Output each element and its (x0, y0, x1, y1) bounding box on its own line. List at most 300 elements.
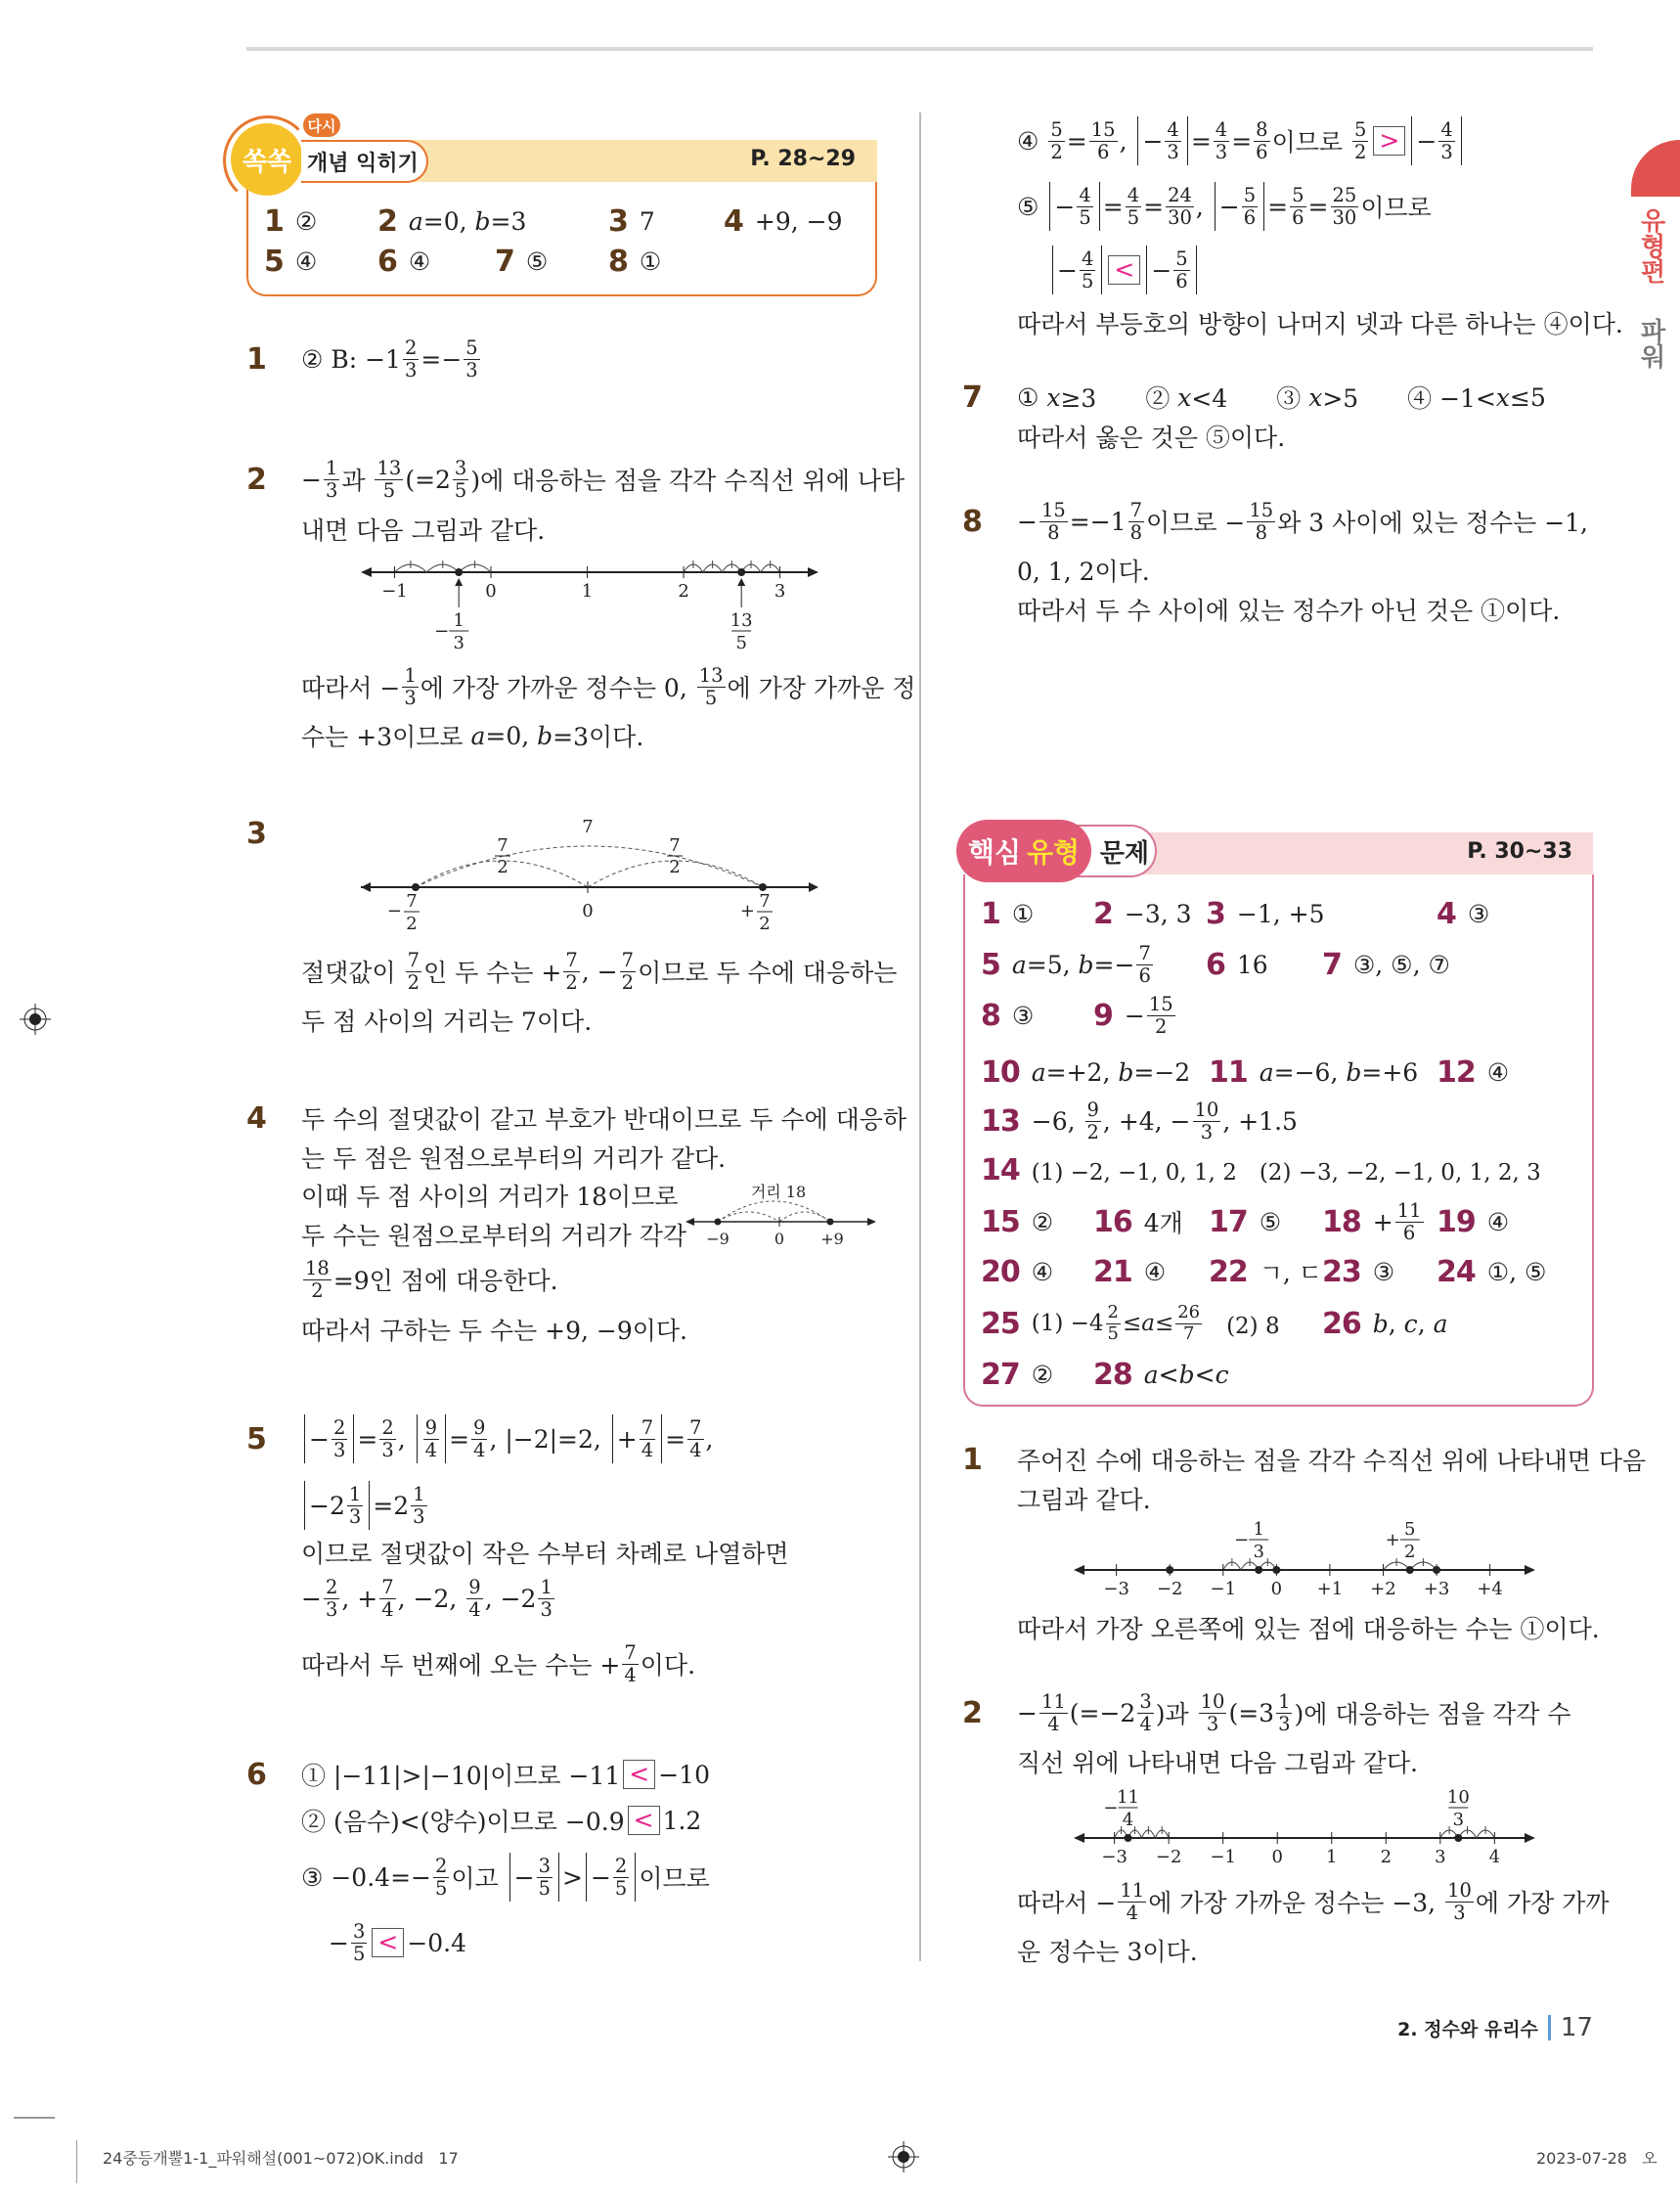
answer-item (1322, 942, 1450, 987)
fraction (537, 1856, 553, 1900)
tick-label: 0 (485, 581, 497, 602)
text-run: , +4, − (1102, 1106, 1191, 1136)
fraction (464, 337, 479, 381)
text-run: ③, ⑤, ⑦ (1352, 950, 1450, 979)
half-label-num: 7 (497, 835, 508, 856)
text-run: + (1372, 1207, 1393, 1236)
fraction (563, 950, 579, 994)
tick-label: +2 (1370, 1579, 1396, 1599)
denominator: 3 (325, 1597, 338, 1621)
denominator: 3 (540, 1597, 553, 1621)
text-run: = (1066, 126, 1087, 156)
numerator: 7 (407, 948, 420, 971)
denominator: 3 (413, 1504, 425, 1528)
numerator: 4 (1081, 246, 1094, 270)
text-run: 이므로 − (1146, 509, 1246, 537)
text-run: (1) −2, −1, 0, 1, 2 (2) −3, −2, −1, 0, 1, 2, 3 (1031, 1159, 1541, 1186)
text-run: =−6, (1273, 1057, 1347, 1087)
fraction (347, 1484, 363, 1528)
solution-line (1017, 1690, 1571, 1735)
text-run: 두 수는 원점으로부터의 거리가 각각 (301, 1222, 687, 1250)
solution-line (1017, 499, 1588, 544)
denominator: 4 (473, 1438, 486, 1461)
text-run: , + (341, 1584, 378, 1613)
denominator: 3 (1278, 1712, 1291, 1735)
chapter-title: 2. 정수와 유리수 (1397, 2018, 1538, 2040)
answer-number: 6 (377, 244, 397, 279)
fraction (1242, 185, 1258, 229)
variable: b (1372, 1309, 1389, 1338)
answer-number: 24 (1437, 1254, 1476, 1289)
fraction (453, 458, 468, 502)
text-run: 이므로 (1271, 128, 1350, 157)
numerator: 1 (540, 1575, 553, 1598)
text-run: 따라서 구하는 두 수는 +9, −9이다. (301, 1317, 687, 1345)
fraction (1331, 185, 1359, 229)
axis-arrow-right (809, 882, 818, 892)
denominator: 6 (1096, 140, 1110, 163)
text-run: − (329, 1928, 349, 1957)
answer-number: 4 (724, 203, 743, 239)
answer-number: 19 (1437, 1204, 1476, 1239)
answer-item (1322, 1249, 1394, 1294)
text-run: = (449, 1424, 470, 1454)
text-run: ③ (1011, 1001, 1035, 1030)
text-run: =− (1093, 950, 1135, 979)
denominator: 3 (325, 478, 338, 502)
numerator: 5 (1175, 246, 1188, 270)
text-run: − (1124, 1001, 1145, 1030)
numerator: 4 (1215, 117, 1228, 141)
denominator: 8 (1255, 520, 1267, 544)
variable: c (1403, 1309, 1418, 1338)
solution-line (301, 1307, 687, 1352)
answer-item (1322, 1301, 1448, 1346)
text-run: 따라서 옳은 것은 ⑤이다. (1017, 424, 1286, 452)
absolute-value (1215, 182, 1264, 231)
answer-item (1093, 1352, 1229, 1397)
text-run: ① (1011, 899, 1035, 928)
text-run: = (1190, 126, 1212, 156)
answer-item (1322, 1199, 1426, 1244)
text-run: ② (1031, 1207, 1054, 1236)
tick-label: 0 (774, 1230, 785, 1248)
mark-denominator: 5 (735, 633, 747, 653)
text-run: , (1195, 192, 1212, 221)
tick-label: +3 (1423, 1579, 1450, 1599)
text-run: ④ (408, 246, 431, 276)
tick-label: +1 (1316, 1579, 1344, 1599)
solution-line (301, 1798, 701, 1843)
tick-label: 2 (678, 581, 689, 602)
fraction (620, 950, 636, 994)
fraction (1445, 1880, 1474, 1924)
fraction (1175, 1303, 1202, 1343)
text-run: = (1102, 192, 1124, 221)
fraction (1048, 119, 1064, 163)
fraction (622, 1642, 638, 1686)
text-run: < (1194, 1360, 1216, 1389)
fraction (406, 950, 421, 994)
text-run: 운 정수는 3이다. (1017, 1938, 1198, 1966)
text-run: − (301, 465, 322, 494)
title-pill (956, 820, 1091, 882)
solution-line (301, 713, 643, 758)
denominator: 4 (424, 1438, 438, 1461)
solution-line (301, 1752, 710, 1797)
mark-numerator: 11 (1117, 1787, 1139, 1808)
solution-line (1017, 1928, 1198, 1973)
answer-item (981, 942, 1155, 987)
fraction (640, 1417, 655, 1461)
mark-numerator: 13 (729, 610, 753, 631)
denominator: 2 (1155, 1014, 1168, 1038)
text-run: =5, (1026, 950, 1079, 979)
denominator: 2 (1354, 140, 1367, 163)
side-tab-label-2: 파워 (1636, 318, 1665, 369)
text-run: 에 가장 가까 (1475, 1889, 1610, 1917)
fraction (1085, 1099, 1101, 1143)
variable: a (1031, 1057, 1046, 1087)
text-run: − (1054, 192, 1076, 221)
denominator: 3 (1206, 1712, 1219, 1735)
fraction (613, 1856, 629, 1900)
answer-number: 5 (264, 244, 284, 279)
text-run: ④ (1143, 1257, 1167, 1286)
text-run: 그림과 같다. (1017, 1486, 1151, 1514)
text-run: − (1017, 1698, 1038, 1727)
answer-number: 1 (264, 203, 284, 239)
text-run: −1, +5 (1236, 899, 1325, 928)
answer-item (377, 199, 526, 244)
absolute-value (1146, 246, 1196, 294)
mark-sign: − (1103, 1798, 1119, 1818)
answer-number: 8 (608, 244, 628, 279)
text-run: , (397, 1424, 414, 1454)
crop-mark (76, 2140, 77, 2183)
denominator: 8 (1129, 520, 1143, 544)
text-run: 이므로 두 수에 대응하는 (638, 959, 898, 987)
text-run: −6, (1031, 1106, 1083, 1136)
text-run: − (1416, 126, 1437, 156)
distance-diagram (361, 819, 818, 934)
denominator: 6 (1138, 963, 1151, 987)
answer-item (1437, 891, 1489, 936)
answer-item (1093, 891, 1192, 936)
solution-line (301, 1530, 789, 1575)
answer-number: 11 (1209, 1054, 1248, 1090)
denominator: 4 (1047, 1712, 1060, 1735)
denominator: 5 (704, 686, 718, 709)
text-run: −10 (658, 1760, 710, 1789)
text-run: =− (420, 344, 463, 374)
text-run: 에 가장 가까운 정 (727, 674, 916, 702)
left-num: 7 (406, 891, 418, 912)
denominator: 7 (1182, 1322, 1195, 1344)
numerator: 5 (1243, 183, 1257, 206)
mark-denominator: 2 (1404, 1542, 1416, 1562)
fraction (1089, 119, 1118, 163)
text-run: < (1158, 1360, 1179, 1389)
numerator: 7 (689, 1415, 702, 1439)
text-run: 16 (1236, 950, 1268, 979)
page-range: P. 28∼29 (750, 147, 856, 171)
answer-number: 20 (981, 1254, 1020, 1289)
text-run: +9, −9 (754, 206, 843, 236)
question-number: 1 (962, 1442, 983, 1477)
denominator: 5 (538, 1876, 552, 1900)
answer-item (981, 993, 1034, 1038)
text-run: (=2 (405, 465, 451, 494)
numerator: 4 (1127, 183, 1140, 206)
solution-line (301, 1416, 714, 1461)
answer-number: 23 (1322, 1254, 1361, 1289)
fraction (1137, 1691, 1153, 1735)
solution-line (301, 1212, 686, 1257)
answer-number: 25 (981, 1306, 1020, 1341)
answer-number: 9 (1093, 998, 1113, 1033)
point (759, 883, 767, 891)
numerator: 7 (621, 948, 635, 971)
absolute-value (304, 1481, 370, 1530)
text-run: 절댓값이 (301, 959, 404, 987)
solution-line (301, 664, 915, 709)
tick-label: +9 (820, 1230, 844, 1248)
point (737, 568, 745, 576)
registration-mark-icon (20, 1004, 51, 1035)
numerator: 15 (1148, 992, 1173, 1015)
text-run: ①, ⑤ (1486, 1257, 1547, 1286)
numerator: 18 (305, 1256, 330, 1279)
text-run: − (1057, 255, 1078, 285)
answer-item (981, 1301, 1280, 1346)
text-run: ③ (1467, 899, 1490, 928)
fraction (1039, 1691, 1068, 1735)
tick-label: −3 (1103, 1579, 1129, 1599)
answer-item (264, 239, 317, 284)
text-run: 4개 (1143, 1209, 1183, 1237)
fraction (379, 1577, 395, 1621)
text-run: 수는 +3이므로 (301, 723, 471, 751)
denominator: 3 (404, 686, 417, 709)
footer-divider (1548, 2015, 1551, 2040)
text-run: =+6 (1361, 1057, 1419, 1087)
numerator: 7 (381, 1575, 394, 1598)
numerator: 11 (1040, 1689, 1066, 1713)
denominator: 2 (1050, 140, 1063, 163)
variable: a (470, 721, 486, 750)
text-run: =3 (490, 206, 527, 236)
answer-item (1206, 942, 1268, 987)
text-run: 따라서 두 번째에 오는 수는 + (301, 1651, 621, 1680)
text-run: −0.4 (407, 1928, 467, 1957)
badge-text: 쏙쏙 (242, 147, 292, 177)
side-tab-label: 유형편 (1636, 207, 1665, 284)
text-run: 이므로 절댓값이 작은 수부터 차례로 나열하면 (301, 1540, 789, 1568)
answer-item (1209, 1050, 1418, 1095)
text-run: 이므로 (1360, 194, 1432, 222)
mark-denominator: 3 (1253, 1542, 1264, 1562)
fraction (1136, 943, 1152, 987)
absolute-value (586, 1853, 636, 1902)
answer-number: 5 (981, 947, 1000, 982)
text-run: − (1218, 192, 1240, 221)
tick-label: −9 (706, 1230, 729, 1248)
section-title-suffix: 문제 (1099, 838, 1149, 869)
tick-label: +4 (1477, 1579, 1503, 1599)
numerator: 10 (1447, 1878, 1472, 1902)
denominator: 3 (332, 1438, 346, 1461)
inequality-answer-box: < (1108, 255, 1140, 286)
absolute-value (417, 1414, 446, 1463)
answer-number: 2 (377, 203, 397, 239)
variable: a (1143, 1360, 1159, 1389)
text-run: = (665, 1424, 686, 1454)
fraction (1128, 500, 1144, 544)
solution-line (301, 457, 905, 502)
solution-line (1017, 1739, 1418, 1784)
variable: a (408, 206, 423, 236)
review-bubble (303, 113, 340, 137)
text-run: , − (581, 957, 618, 986)
text-run: 따라서 − (1017, 1889, 1117, 1917)
text-run: ② (음수)<(양수)이므로 −0.9 (301, 1808, 625, 1836)
question-number: 1 (246, 341, 267, 377)
section-title: 핵심 (967, 836, 1021, 869)
variable: b (1118, 1057, 1134, 1087)
fraction (332, 1417, 347, 1461)
denominator: 2 (407, 970, 420, 994)
numerator: 2 (325, 1575, 338, 1598)
answer-item (981, 1098, 1298, 1143)
solution-line (1017, 1879, 1610, 1924)
numerator: 5 (1292, 183, 1304, 206)
fraction (1214, 119, 1229, 163)
answer-item (1437, 1050, 1509, 1095)
zero-label: 0 (582, 901, 594, 921)
denominator: 3 (465, 358, 478, 381)
text-run: 과 (341, 467, 374, 495)
answer-number: 16 (1093, 1204, 1132, 1239)
fraction (1077, 185, 1092, 229)
numerator: 9 (468, 1575, 481, 1598)
numerator: 2 (381, 1415, 394, 1439)
inequality-answer-box: < (372, 1928, 404, 1958)
fraction (1247, 500, 1275, 544)
answer-number: 1 (981, 896, 1000, 931)
text-run: 내면 다음 그림과 같다. (301, 516, 546, 545)
text-run: > (562, 1862, 583, 1892)
answer-item (981, 1352, 1053, 1397)
absolute-value (1049, 182, 1099, 231)
fraction (471, 1417, 487, 1461)
half-label-den: 2 (669, 857, 681, 877)
inequality-answer-box: < (623, 1760, 655, 1790)
numerator: 1 (1278, 1689, 1291, 1713)
point (1272, 1566, 1280, 1574)
point (1166, 1566, 1173, 1574)
text-run: =0, (485, 721, 538, 750)
numerator: 15 (1090, 117, 1116, 141)
fraction (433, 1856, 449, 1900)
question-number: 2 (962, 1695, 983, 1730)
answer-number: 10 (981, 1054, 1020, 1090)
pointer-arrowhead (455, 578, 463, 586)
half-label-num: 7 (669, 835, 681, 856)
question-number: 5 (246, 1421, 267, 1456)
numerator: 10 (1194, 1098, 1219, 1121)
denominator: 3 (1200, 1120, 1214, 1143)
right-num: 7 (759, 891, 771, 912)
left-sign: − (386, 901, 402, 921)
answer-number: 21 (1093, 1254, 1132, 1289)
denominator: 3 (1453, 1901, 1466, 1924)
numerator: 3 (538, 1854, 552, 1877)
text-run: , |−2|=2, (489, 1424, 609, 1454)
fraction (402, 665, 418, 709)
text-run: ④ (1486, 1207, 1510, 1236)
tick-label: 3 (1435, 1847, 1446, 1867)
number-line-diagram (361, 551, 818, 658)
solution-line (301, 1257, 558, 1302)
tick-label: −2 (1155, 1847, 1182, 1867)
solution-line (301, 1483, 429, 1528)
denominator: 4 (641, 1438, 654, 1461)
fraction (375, 458, 403, 502)
point (412, 883, 420, 891)
text-run: 에 가장 가까운 정수는 0, (420, 674, 695, 702)
text-run: (=−2 (1069, 1698, 1136, 1727)
numerator: 11 (1396, 1198, 1422, 1222)
answer-item (1093, 993, 1177, 1038)
answer-number: 13 (981, 1103, 1020, 1139)
text-run: 두 점 사이의 거리는 7이다. (301, 1008, 593, 1036)
tick-label: −1 (1210, 1579, 1237, 1599)
answer-number: 17 (1209, 1204, 1248, 1239)
fraction (1254, 119, 1269, 163)
variable: b (1178, 1360, 1195, 1389)
fraction (423, 1417, 439, 1461)
denominator: 6 (1256, 140, 1268, 163)
answer-item (981, 1249, 1053, 1294)
answer-number: 18 (1322, 1204, 1361, 1239)
denominator: 6 (1175, 269, 1188, 292)
numerator: 25 (1332, 183, 1357, 206)
variable: a (1259, 1057, 1274, 1087)
tick-label: 0 (1271, 1847, 1283, 1867)
fraction (1290, 185, 1305, 229)
denominator: 3 (348, 1504, 362, 1528)
answer-number: 22 (1209, 1254, 1248, 1289)
text-run: , (1119, 126, 1135, 156)
fraction (1080, 248, 1095, 292)
numerator: 7 (1138, 941, 1151, 964)
numerator: 3 (1139, 1689, 1152, 1713)
numerator: 1 (348, 1482, 362, 1505)
text-run: 이때 두 점 사이의 거리가 18이므로 (301, 1183, 679, 1211)
denominator: 5 (614, 1876, 628, 1900)
absolute-value (1411, 116, 1461, 165)
absolute-value (612, 1414, 662, 1463)
mark-numerator: 1 (453, 610, 464, 631)
badge-circle (231, 123, 303, 196)
variable: a (1141, 1311, 1155, 1336)
tick-label: −1 (381, 581, 408, 602)
tick-label: −3 (1101, 1847, 1127, 1867)
text-run: , (1388, 1309, 1404, 1338)
numerator: 7 (1129, 498, 1143, 521)
top-rule (246, 47, 1593, 51)
